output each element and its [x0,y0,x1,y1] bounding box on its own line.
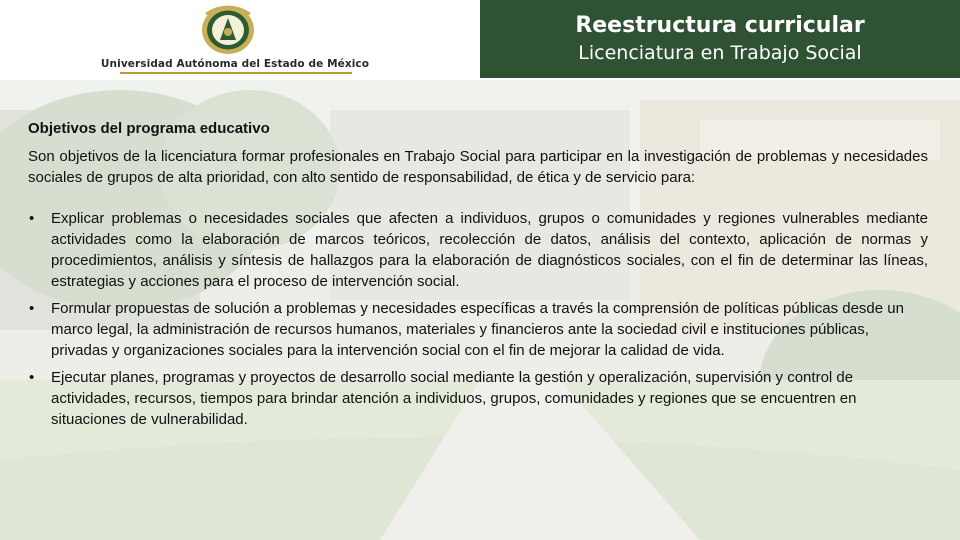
list-item [28,298,928,361]
slide-subtitle: Licenciatura en Trabajo Social [578,42,862,64]
list-item-text: Explicar problemas o necesidades sociales que afecten a individuos, grupos o comunidades y regiones vulnerables mediante actividades como la elaboración de marcos teóricos, recolección de datos, análisis del contexto, aplicación de normas y procedimientos, análisis y síntesis de hallazgos para la elaboración de diagnósticos sociales, con el fin de determinar las líneas, estrategias y acciones para el proceso de intervención social. [51,210,928,290]
list-item-text: Ejecutar planes, programas y proyectos de desarrollo social mediante la gestión y operalización, supervisión y control de actividades, recursos, tiempos para brindar atención a individuos, grupos, comunidades y regiones que se encuentren en situaciones de vulnerabilidad. [51,369,857,428]
list-item-text: Formular propuestas de solución a problemas y necesidades específicas a través la comprensión de políticas públicas desde un marco legal, la administración de recursos humanos, materiales y financieros ante la sociedad civil e instituciones públicas, privadas y organizaciones sociales para la intervención social con el fin de mejorar la calidad de vida. [51,300,904,359]
bullet-icon: • [29,369,35,386]
title-banner [480,0,960,78]
header [0,0,960,80]
intro-paragraph: Son objetivos de la licenciatura formar profesionales en Trabajo Social para participar en la investigación de problemas y necesidades sociales de grupos de alta prioridad, con alto sentido de responsabilidad, de ética y de servicio para: [28,148,928,186]
university-crest-icon [200,4,256,56]
university-name: Universidad Autónoma del Estado de México [100,58,370,70]
university-logo [0,0,480,80]
slide-title: Reestructura curricular [575,13,865,38]
slide-content [28,118,928,436]
list-item [28,208,928,292]
list-item [28,367,928,430]
bullet-icon: • [29,300,35,317]
objectives-list [28,208,928,430]
section-heading: Objetivos del programa educativo [28,120,270,137]
gold-divider [120,72,352,74]
bullet-icon: • [29,210,35,227]
